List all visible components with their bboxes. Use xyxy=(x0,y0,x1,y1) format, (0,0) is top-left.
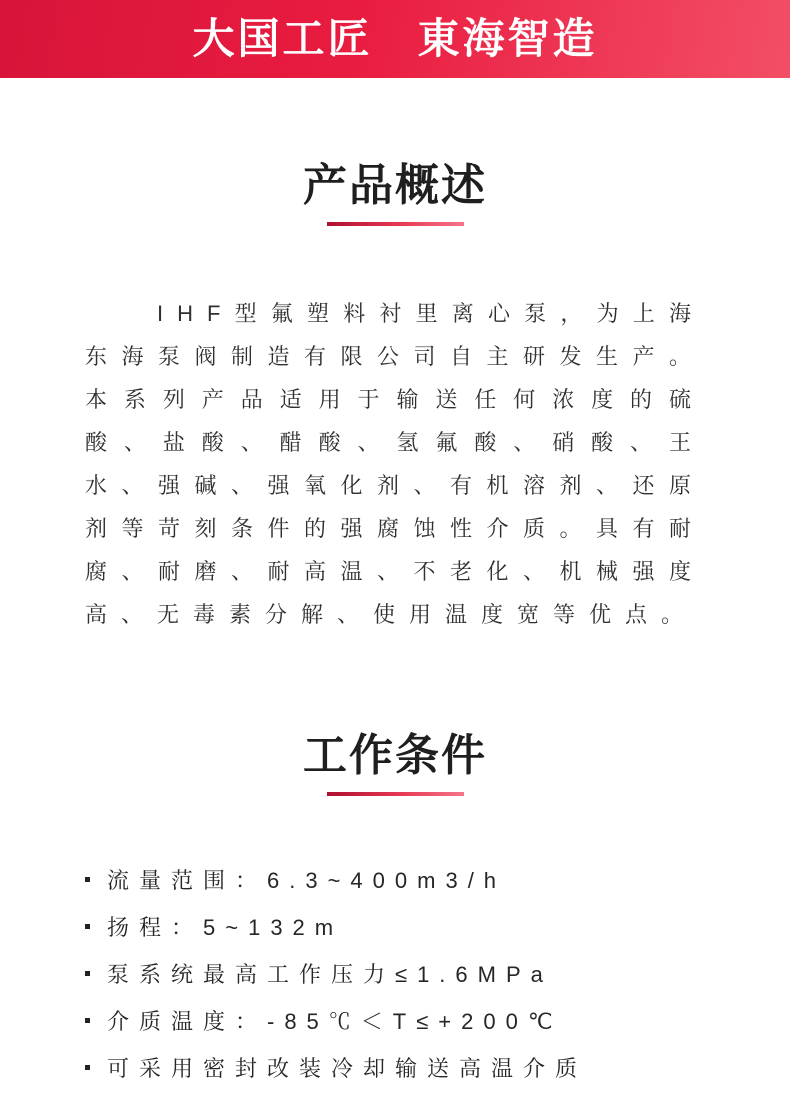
condition-item-text: 泵系统最高工作压力≤1.6MPa xyxy=(107,962,553,987)
condition-item xyxy=(85,1044,790,1091)
bullet-square-icon xyxy=(85,1018,90,1023)
condition-item xyxy=(85,856,790,903)
bullet-square-icon xyxy=(85,877,90,882)
section-overview-header xyxy=(0,161,790,226)
condition-item-text: 扬程：5~132m xyxy=(107,915,344,940)
condition-item-text: 介质温度：-85℃＜T≤+200℃ xyxy=(107,1009,563,1034)
condition-item-text: 流量范围：6.3~400m3/h xyxy=(107,868,507,893)
condition-item-text: 可采用密封改装冷却输送高温介质 xyxy=(107,1056,588,1081)
condition-item xyxy=(85,950,790,997)
conditions-title: 工作条件 xyxy=(303,731,487,780)
overview-title-underline xyxy=(327,222,464,226)
condition-item xyxy=(85,997,790,1044)
conditions-list xyxy=(85,856,790,1091)
section-conditions-header xyxy=(0,731,790,796)
bullet-square-icon xyxy=(85,971,90,976)
overview-paragraph: IHF型氟塑料衬里离心泵，为上海东海泵阀制造有限公司自主研发生产。本系列产品适用于输送任何浓度的硫酸、盐酸、醋酸、氢氟酸、硝酸、王水、强碱、强氧化剂、有机溶剂、还原剂等苛刻条件的强腐蚀性介质。具有耐腐、耐磨、耐高温、不老化、机械强度高、无毒素分解、使用温度宽等优点。 xyxy=(85,301,705,627)
bullet-square-icon xyxy=(85,924,90,929)
bullet-square-icon xyxy=(85,1065,90,1070)
conditions-title-underline xyxy=(327,792,464,796)
overview-title: 产品概述 xyxy=(303,161,487,210)
banner-title: 大国工匠 東海智造 xyxy=(192,15,598,62)
condition-item xyxy=(85,903,790,950)
top-banner xyxy=(0,0,790,78)
